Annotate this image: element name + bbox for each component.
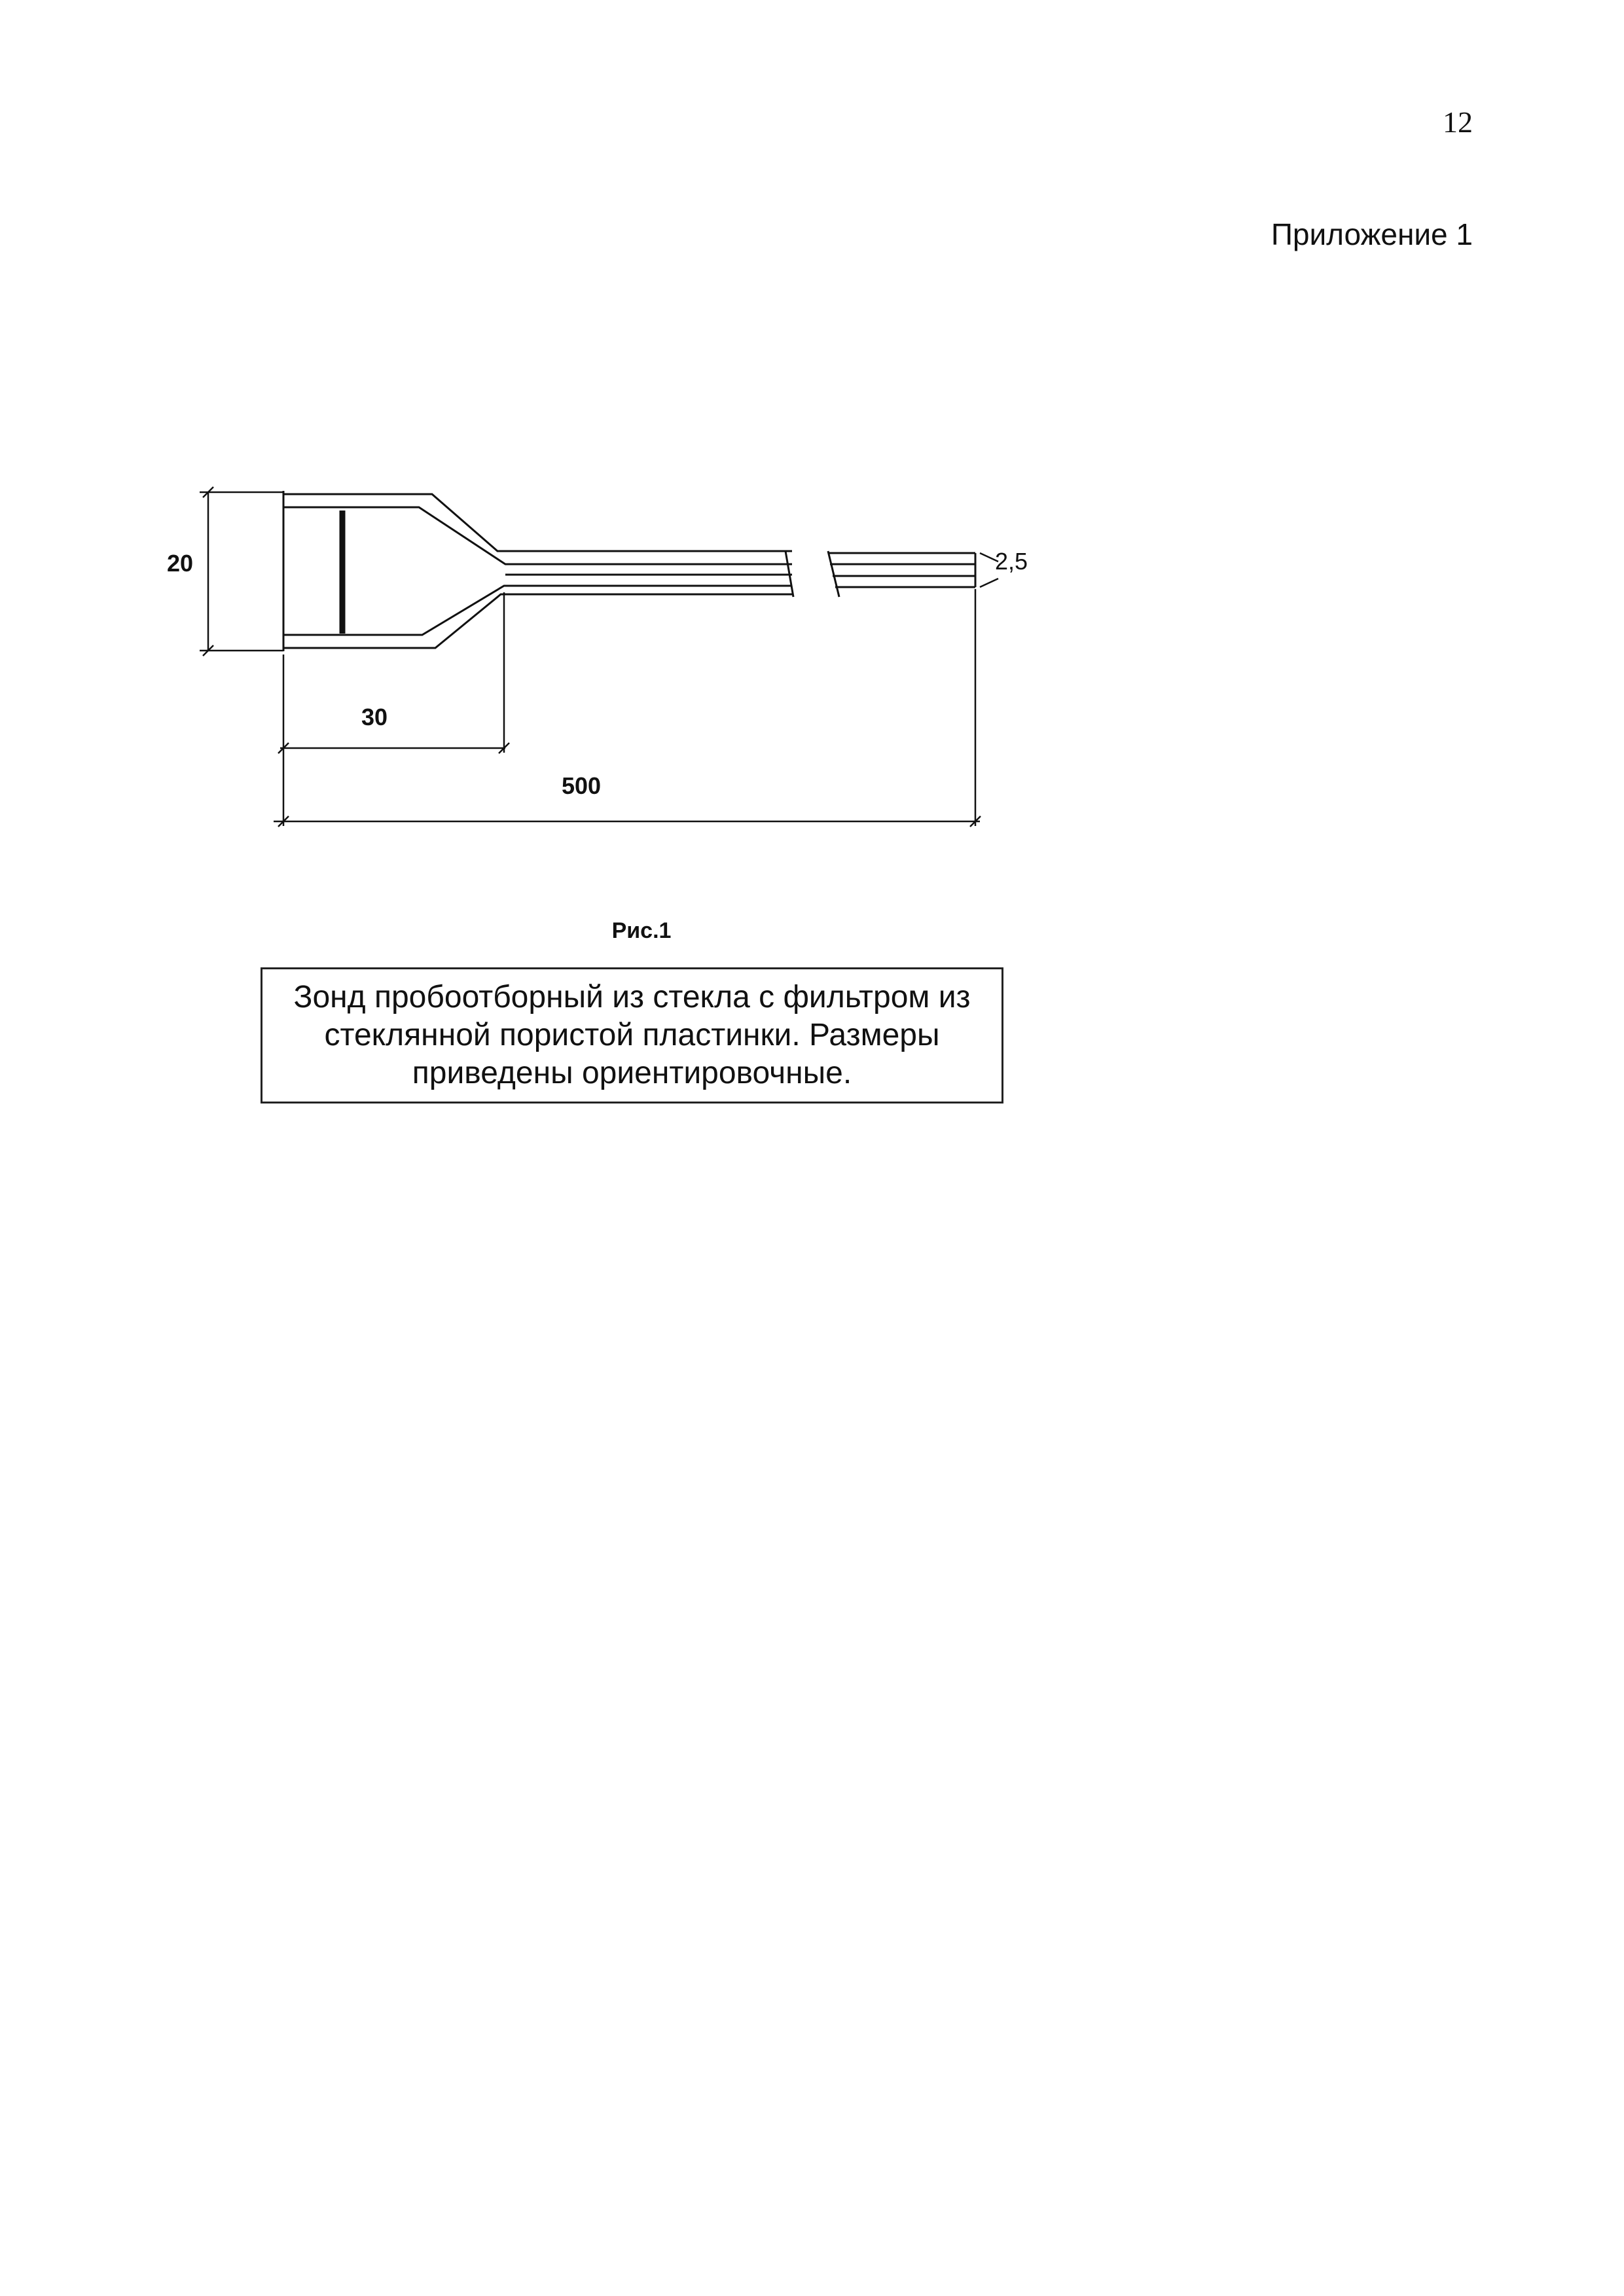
- probe-outer-wall-top: [283, 494, 792, 551]
- probe-inner-wall-bottom: [283, 586, 792, 635]
- page-number: 12: [1443, 105, 1473, 139]
- appendix-label: Приложение 1: [1271, 217, 1473, 251]
- description-text: Зонд пробоотборный из стекла с фильтром из стеклянной пористой пластинки. Размеры приведены ориентировочные.: [293, 980, 971, 1090]
- probe-inner-wall-top: [283, 507, 792, 564]
- figure-caption: Рис.1: [611, 918, 672, 943]
- dimension-total-length-label: 500: [562, 772, 602, 799]
- probe-outer-wall-bottom: [283, 594, 792, 648]
- dimension-head-length-label: 30: [361, 704, 388, 730]
- probe-drawing: [0, 0, 1624, 916]
- tube-break-right: [828, 551, 839, 597]
- description-box: [261, 967, 1003, 1103]
- dimension-height-label: 20: [167, 550, 194, 577]
- dimension-tube-diameter-label: 2,5: [995, 548, 1028, 575]
